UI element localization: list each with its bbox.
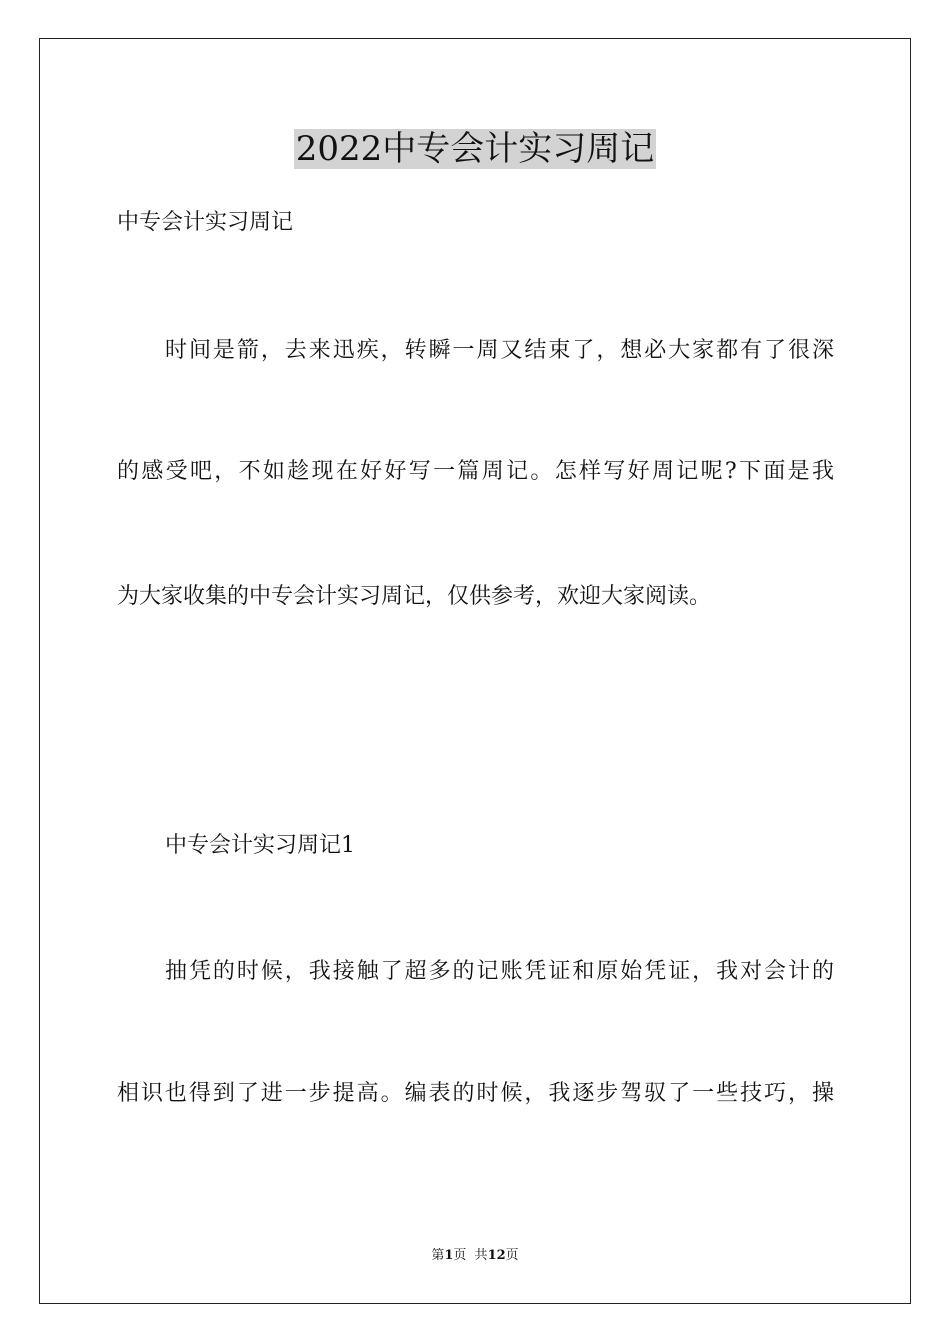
total-pages: 12: [487, 1248, 506, 1263]
section-line-1: 抽凭的时候，我接触了超多的记账凭证和原始凭证，我对会计的: [165, 959, 834, 984]
document-title: [0, 126, 950, 172]
total-suffix: 页: [505, 1248, 519, 1263]
page-suffix: 页: [453, 1248, 467, 1263]
page-prefix: 第: [431, 1248, 445, 1263]
page-number: 1: [444, 1248, 454, 1263]
intro-line-2: 的感受吧，不如趁现在好好写一篇周记。怎样写好周记呢?下面是我: [117, 459, 834, 484]
section-heading: 中专会计实习周记1: [165, 833, 355, 858]
section-line-2: 相识也得到了进一步提高。编表的时候，我逐步驾驭了一些技巧，操: [117, 1081, 834, 1106]
total-prefix: 共: [474, 1248, 488, 1263]
intro-line-1: 时间是箭，去来迅疾，转瞬一周又结束了，想必大家都有了很深: [165, 338, 834, 363]
subtitle: 中专会计实习周记: [117, 210, 294, 235]
intro-line-3: 为大家收集的中专会计实习周记，仅供参考，欢迎大家阅读。: [117, 584, 712, 609]
page-footer: [0, 1247, 950, 1265]
title-highlight: 2022中专会计实习周记: [295, 129, 655, 169]
